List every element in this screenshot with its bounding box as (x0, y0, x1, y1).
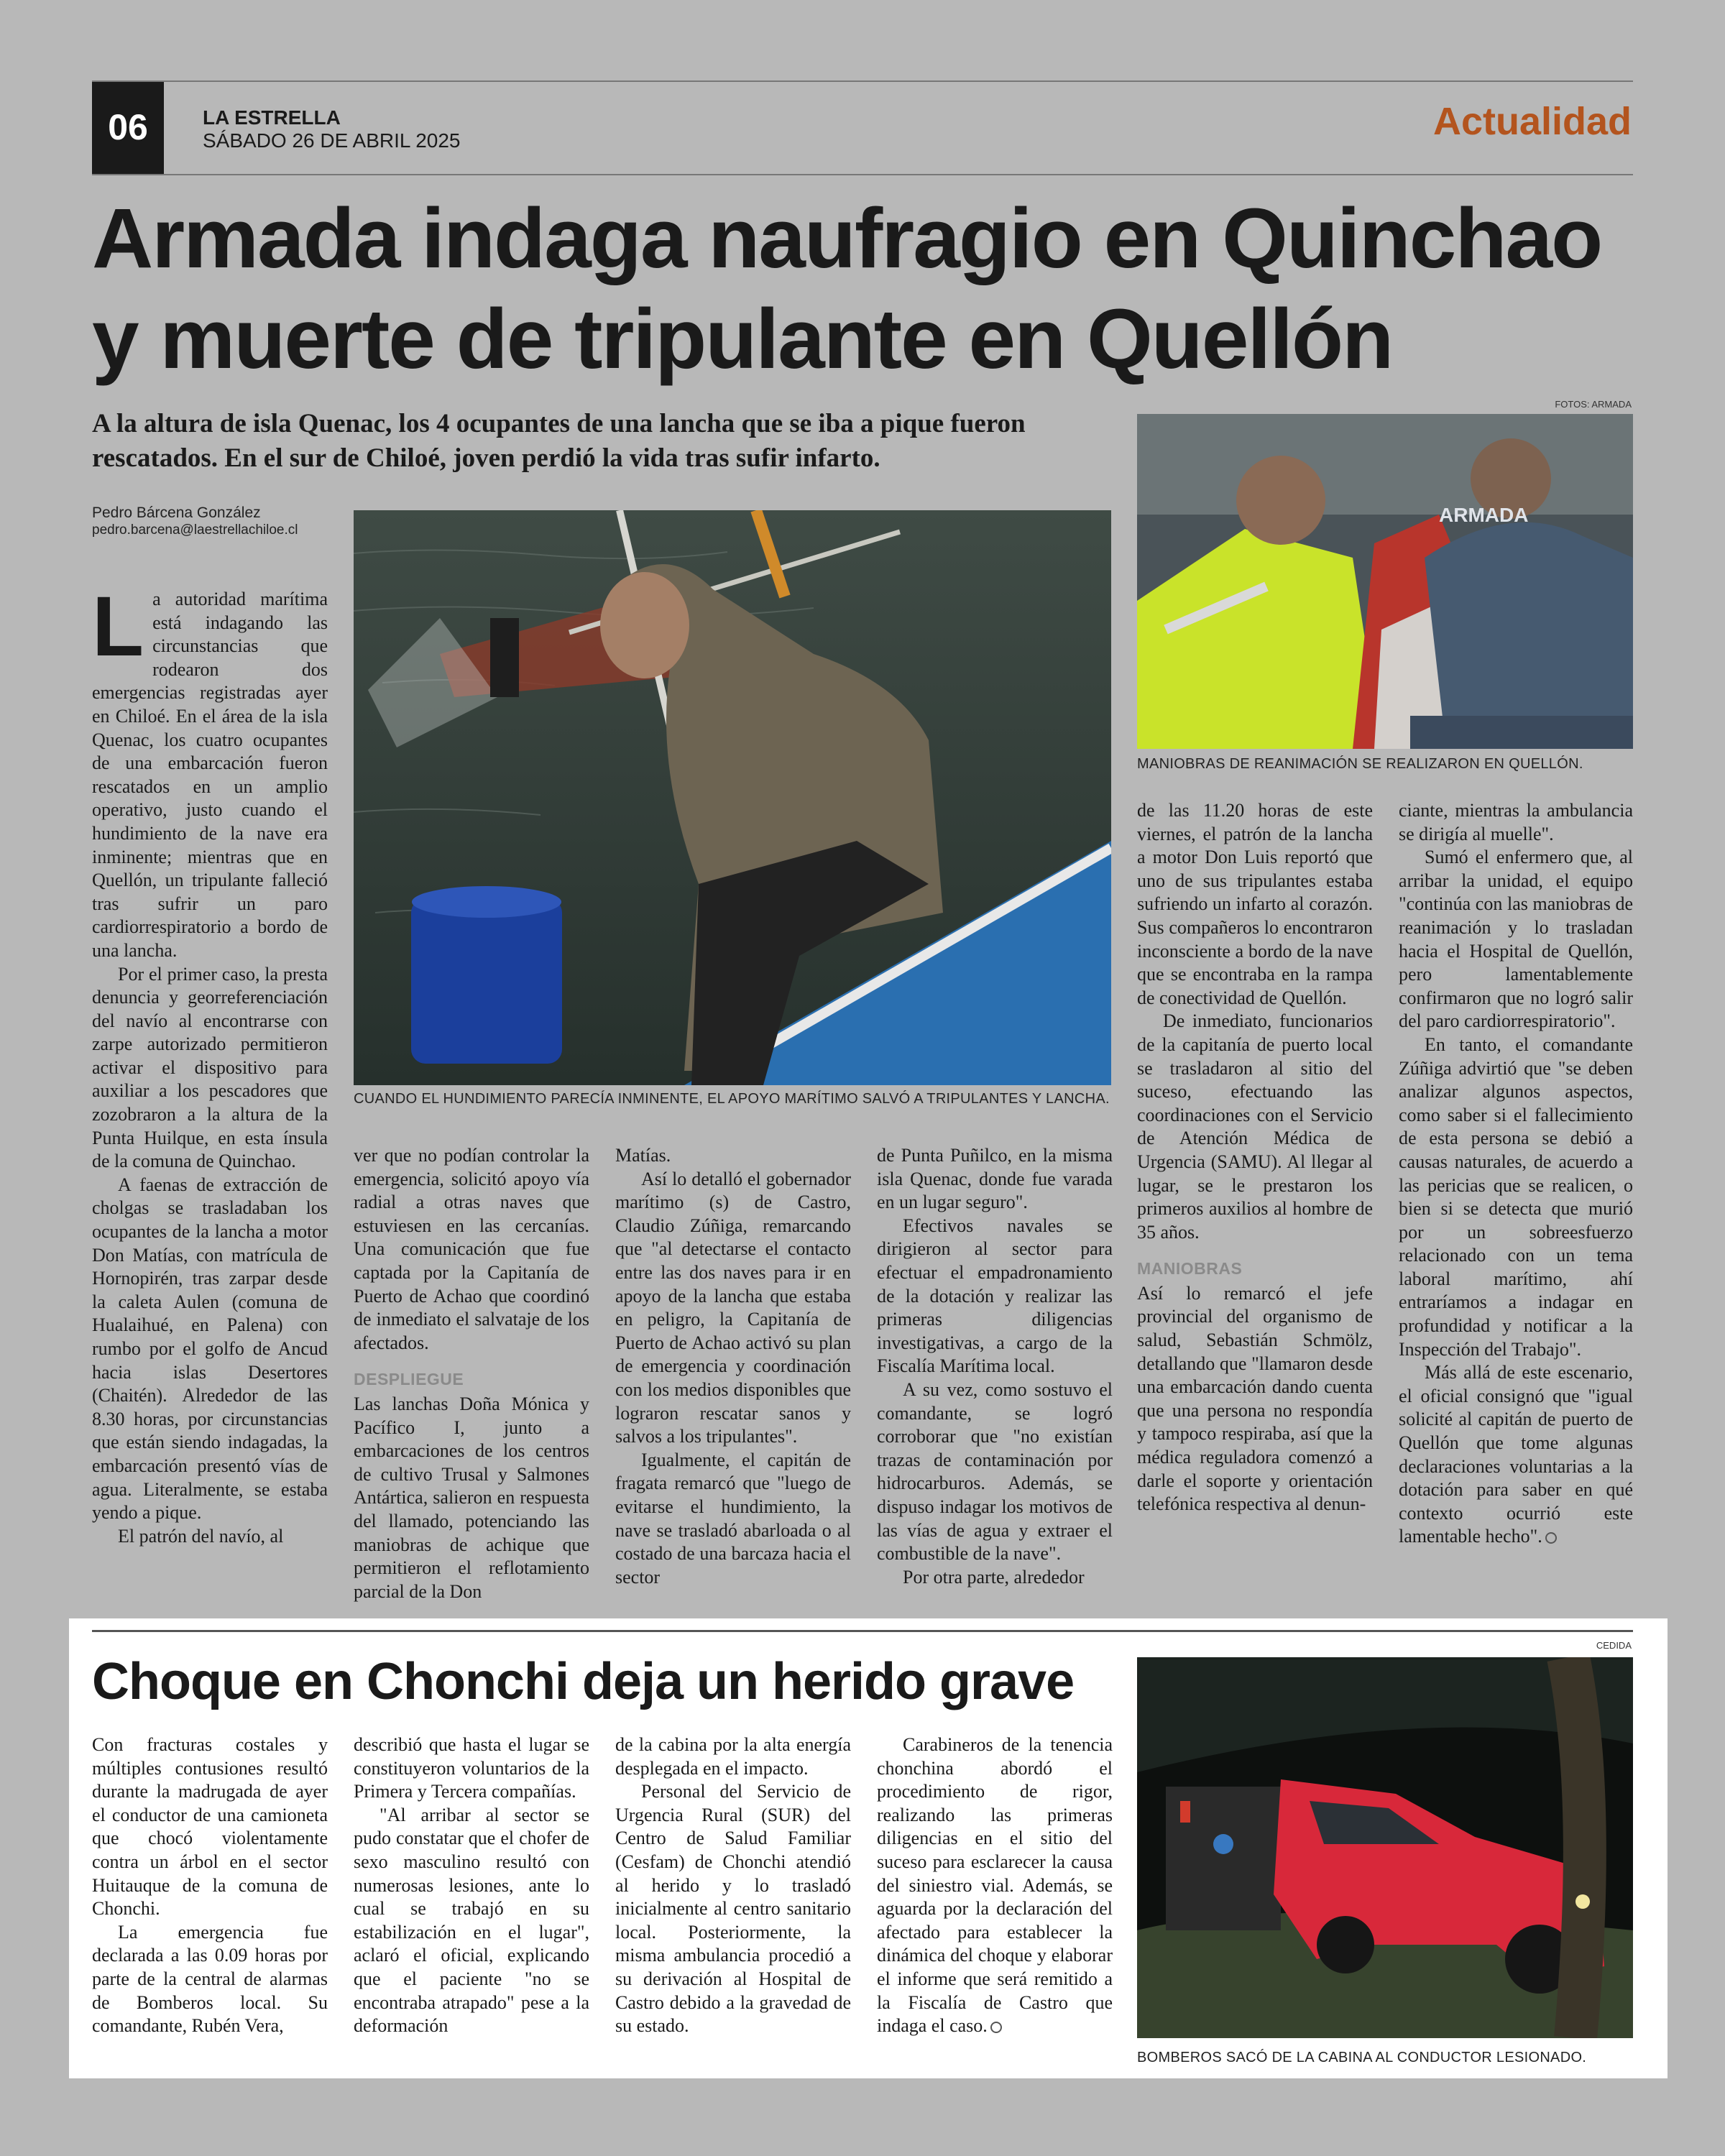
paragraph: Así lo remarcó el jefe provincial del organismo de salud, Sebastián Schmölz, detallando que "llamaron desde una embarcación dando cuenta que una persona no respondía y tampoco respiraba, así que la médica reguladora comenzó a darle el soporte y orientación telefónica respectiva al denun- (1137, 1282, 1373, 1515)
publication-date: SÁBADO 26 DE ABRIL 2025 (203, 129, 461, 152)
paragraph: Las lanchas Doña Mónica y Pacífico I, junto a embarcaciones de los centros de cultivo Trusal y Salmones Antártica, salieron en respuesta del llamado, potenciando las maniobras de achique que permitieron el reflotamiento parcial de la Don (354, 1393, 589, 1602)
article-column-4 (877, 1144, 1113, 1618)
byline-email: pedro.barcena@laestrellachiloe.cl (92, 522, 298, 538)
main-headline (92, 188, 1637, 390)
main-photo-caption: CUANDO EL HUNDIMIENTO PARECÍA INMINENTE, EL APOYO MARÍTIMO SALVÓ A TRIPULANTES Y LANCHA. (354, 1091, 1110, 1107)
paragraph: de Punta Puñilco, en la misma isla Quenac, donde fue varada en un lugar seguro". (877, 1145, 1113, 1213)
masthead (203, 106, 461, 152)
paragraph-text: Más allá de este escenario, el oficial consignó que "igual solicité al capitán de puerto de Quellón que tome algunas declaraciones voluntarias a la dotación para saber en qué contexto ocurrió este lamentable hecho". (1399, 1362, 1633, 1547)
paragraph: describió que hasta el lugar se constituyeron voluntarios de la Primera y Tercera compañías. (354, 1734, 589, 1802)
paragraph: Por el primer caso, la presta denuncia y georreferenciación del navío al encontrarse con zarpe autorizado permitieron activar el dispositivo para auxiliar a los pescadores que zozobraron a la altura de la Punta Huilque, en esta ínsula de la comuna de Quinchao. (92, 963, 328, 1172)
paragraph (1399, 1361, 1633, 1549)
photo-credit-cedida: CEDIDA (1596, 1640, 1632, 1651)
paragraph: Así lo detalló el gobernador marítimo (s) de Castro, Claudio Zúñiga, remarcando que "al detectarse el contacto entre las dos naves para ir en apoyo de la lancha que estaba en peligro, la Capitanía de Puerto de Achao activó su plan de emergencia y coordinación con los medios disponibles que lograron rescatar sanos y salvos a los tripulantes". (615, 1168, 851, 1447)
paragraph: El patrón del navío, al (118, 1525, 284, 1547)
second-column-3 (615, 1733, 851, 2076)
photo-credit-armada: FOTOS: ARMADA (1555, 399, 1632, 410)
second-story-rule (92, 1630, 1633, 1632)
paragraph: A su vez, como sostuvo el comandante, se logró corroborar que "no existían trazas de contaminación por hidrocarburos. Además, se dispuso indagar los motivos de las vías de agua y extraer el combustible de la nave". (877, 1378, 1113, 1565)
paragraph: ciante, mientras la ambulancia se dirigía al muelle". (1399, 800, 1633, 844)
paragraph: Sumó el enfermero que, al arribar la unidad, el equipo "continúa con las maniobras de reanimación y lo trasladan hacia el Hospital de Quellón, pero lamentablemente confirmaron que no logró salir del paro cardiorrespiratorio". (1399, 847, 1633, 1032)
paragraph: Personal del Servicio de Urgencia Rural (SUR) del Centro de Salud Familiar (Cesfam) de Chonchi atendió al herido y lo trasladó inicialmente al centro sanitario local. Posteriormente, la misma ambulancia procedió a su derivación al Hospital de Castro debido a la gravedad de su estado. (615, 1781, 851, 2037)
paragraph: ver que no podían controlar la emergencia, solicitó apoyo vía radial a otras naves que estuviesen en las cercanías. Una comunicación que fue captada por la Capitanía de Puerto de Achao que coordinó de inmediato el salvataje de los afectados. (354, 1145, 589, 1353)
paragraph: de la cabina por la alta energía desplegada en el impacto. (615, 1734, 851, 1779)
second-column-4 (877, 1733, 1113, 2076)
paragraph: De inmediato, funcionarios de la capitanía de puerto local se trasladaron al sitio del suceso, efectuando las coordinaciones con el Servicio de Atención Médica de Urgencia (SAMU). Al llegar al lugar, se le prestaron los primeros auxilios al hombre de 35 años. (1137, 1010, 1373, 1243)
second-column-1 (92, 1733, 328, 2076)
paragraph: La emergencia fue declarada a las 0.09 horas por parte de la central de alarmas de Bomberos local. Su comandante, Rubén Vera, (92, 1921, 328, 2037)
subhead-despliegue: DESPLIEGUE (354, 1370, 464, 1389)
second-headline: Choque en Chonchi deja un herido grave (92, 1653, 1075, 1710)
article-column-2 (354, 1144, 589, 1618)
article-column-1 (92, 588, 328, 1617)
main-photo (354, 510, 1111, 1085)
end-mark-icon (1545, 1532, 1557, 1544)
paragraph: Matías. (615, 1145, 671, 1166)
article-column-3 (615, 1144, 851, 1618)
headline-line-2: y muerte de tripulante en Quellón (92, 292, 1393, 387)
deck: A la altura de isla Quenac, los 4 ocupantes de una lancha que se iba a pique fueron rescatados. En el sur de Chiloé, joven perdió la vida tras sufir infarto. (92, 409, 1026, 473)
section-label: Actualidad (1432, 100, 1632, 143)
byline (92, 505, 298, 539)
paragraph: Efectivos navales se dirigieron al sector para efectuar el empadronamiento de la dotación y realizar las primeras diligencias investigativas, a cargo de la Fiscalía Marítima local. (877, 1215, 1113, 1377)
publication-name: LA ESTRELLA (203, 106, 341, 129)
article-column-6 (1399, 799, 1633, 1618)
article-column-5 (1137, 799, 1373, 1618)
drop-cap: L (92, 588, 144, 674)
side-photo (1137, 414, 1633, 749)
top-rule (92, 80, 1633, 82)
paragraph: Con fracturas costales y múltiples contusiones resultó durante la madrugada de ayer el conductor de una camioneta que chocó violentamente contra un árbol en el sector Huitauque de la comuna de Chonchi. (92, 1734, 328, 1920)
paragraph: de las 11.20 horas de este viernes, el patrón de la lancha a motor Don Luis reportó que uno de sus tripulantes estaba sufriendo un infarto al corazón. Sus compañeros lo encontraron inconsciente a bordo de la nave que se encontraba en la rampa de conectividad de Quellón. (1137, 800, 1373, 1008)
subhead-maniobras: MANIOBRAS (1137, 1259, 1243, 1279)
headline-line-1: Armada indaga naufragio en Quinchao (92, 191, 1602, 286)
paragraph-text: Carabineros de la tenencia chonchina abordó el procedimiento de rigor, realizando las primeras diligencias en el sitio del suceso para esclarecer la causa del siniestro vial. Además, se aguarda por la declaración del afectado para establecer la dinámica del choque y elaborar el informe que será remitido a la Fiscalía de Castro que indaga el caso. (877, 1734, 1113, 2037)
header-rule (92, 174, 1633, 175)
paragraph: En tanto, el comandante Zúñiga advirtió que "se deben analizar algunos aspectos, como saber si el fallecimiento de esta persona se debió a causas naturales, de acuerdo a las pericias que se realicen, o bien si se detecta que murió por un sobreesfuerzo relacionado con un tema laboral marítimo, ahí entraríamos a indagar en profundidad y notificar a la Inspección del Trabajo". (1399, 1033, 1633, 1360)
paragraph: Por otra parte, alrededor (903, 1566, 1085, 1588)
end-mark-icon (990, 2022, 1002, 2033)
crash-photo-caption: BOMBEROS SACÓ DE LA CABINA AL CONDUCTOR LESIONADO. (1137, 2050, 1587, 2065)
paragraph: a autoridad marítima está indagando las circunstancias que rodearon dos emergencias registradas ayer en Chiloé. En el área de la isla Quenac, los cuatro ocupantes de una embarcación fueron rescatados en un amplio operativo, justo cuando el hundimiento de la nave era inminente; mientras que en Quellón, un tripulante falleció tras sufrir un paro cardiorrespiratorio a bordo de una lancha. (92, 589, 328, 961)
paragraph: Igualmente, el capitán de fragata remarcó que "luego de evitarse el hundimiento, la nave se trasladó abarloada o al costado de una barcaza hacia el sector (615, 1449, 851, 1588)
paragraph: "Al arribar al sector se pudo constatar que el chofer de sexo masculino resultó con numerosas lesiones, ante lo cual se trabajó en su estabilización en el lugar", aclaró el oficial, explicando que el paciente "no se encontraba atrapado" pese a la deformación (354, 1804, 589, 2037)
side-photo-caption: MANIOBRAS DE REANIMACIÓN SE REALIZARON EN QUELLÓN. (1137, 756, 1583, 772)
paragraph: A faenas de extracción de cholgas se trasladaban los ocupantes de la lancha a motor Don Matías, con matrícula de Hornopirén, tras zarpar desde la caleta Aulen (comuna de Hualaihué, en Palena) con rumbo por el golfo de Ancud hacia islas Desertores (Chaitén). Alrededor de las 8.30 horas, por circunstancias que están siendo indagadas, la embarcación presentó vías de agua. Literalmente, se estaba yendo a pique. (92, 1174, 328, 1524)
crash-photo (1137, 1657, 1633, 2038)
page-number: 06 (92, 80, 164, 174)
byline-name: Pedro Bárcena González (92, 505, 261, 521)
vest-label: ARMADA (1439, 504, 1529, 526)
second-column-2 (354, 1733, 589, 2076)
